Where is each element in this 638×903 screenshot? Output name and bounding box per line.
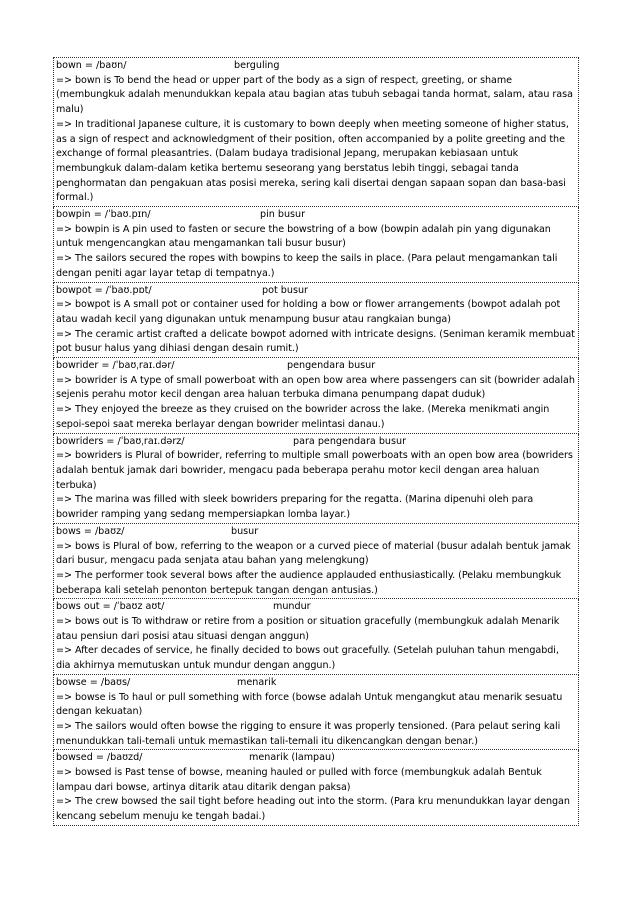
entry-header (56, 359, 576, 374)
entry-example: => The ceramic artist crafted a delicate bowpot adorned with intricate designs. (Seniman keramik membuat pot busur halus yang dihiasi dengan desain rumit.) (56, 328, 575, 355)
entry-bowpin (53, 207, 579, 283)
entry-word: bown = /baʊn/ (56, 60, 127, 71)
entry-translation: para pengendara busur (293, 435, 407, 447)
entry-word: bowriders = /ˈbaʊˌraɪ.dərz/ (56, 435, 185, 447)
entry-word: bowse = /baʊs/ (56, 676, 131, 688)
entry-definition: => bowse is To haul or pull something with force (bowse adalah Untuk mengangkut atau menarik sesuatu dengan kekuatan) (56, 691, 563, 718)
entry-bown (53, 58, 579, 207)
entry-example: => After decades of service, he finally decided to bows out gracefully. (Setelah puluhan tahun mengabdi, dia akhirnya memutuskan untuk mundur dengan anggun.) (56, 645, 559, 672)
entry-translation: menarik (237, 676, 277, 688)
entry-definition: => bowsed is Past tense of bowse, meaning hauled or pulled with force (membungkuk adalah Bentuk lampau dari bowse, artinya ditarik atau ditarik dengan paksa) (56, 767, 542, 793)
entry-bowse (53, 675, 579, 751)
entry-bowriders (53, 434, 579, 524)
entry-translation: pin busur (260, 209, 306, 221)
entry-translation: berguling (234, 60, 280, 71)
entry-definition: => bowpin is A pin used to fasten or secure the bowstring of a bow (bowpin adalah pin yang digunakan untuk mengencangkan atau mengamankan tali busur busur) (56, 223, 551, 250)
entry-word: bowpot = /ˈbaʊ.pɒt/ (56, 284, 152, 296)
entry-word: bows = /baʊz/ (56, 525, 125, 537)
entry-translation: menarik (lampau) (249, 752, 335, 764)
entry-header (56, 59, 576, 74)
entry-header (56, 284, 576, 299)
entry-example: => The sailors secured the ropes with bowpins to keep the sails in place. (Para pelaut mengamankan tali dengan peniti agar layar tetap di tempatnya.) (56, 253, 558, 279)
entry-word: bowrider = /ˈbaʊˌraɪ.dər/ (56, 360, 175, 372)
entry-word: bowpin = /ˈbaʊ.pɪn/ (56, 209, 151, 221)
entry-example: => They enjoyed the breeze as they cruised on the bowrider across the lake. (Mereka menikmati angin sepoi-sepoi saat mereka berlayar dengan bowrider melintasi danau.) (56, 404, 550, 430)
entry-word: bowsed = /baʊzd/ (56, 752, 143, 764)
entry-example: => The performer took several bows after the audience applauded enthusiastically. (Pelaku membungkuk beberapa kali setelah penonton bertepuk tangan dengan antusias.) (56, 569, 562, 596)
entry-example: => The sailors would often bowse the rigging to ensure it was properly tensioned. (Para pelaut sering kali menundukkan tali-temali untuk memastikan tali-temali itu dikencangkan dengan benar.) (56, 720, 561, 747)
entry-bows-out (53, 599, 579, 675)
entry-header (56, 208, 576, 223)
entry-example: => The crew bowsed the sail tight before heading out into the storm. (Para kru menundukkan layar dengan kencang sebelum menuju ke tengah badai.) (56, 796, 570, 823)
entry-bowsed (53, 750, 579, 826)
entry-translation: busur (231, 525, 259, 537)
entry-example: => The marina was filled with sleek bowriders preparing for the regatta. (Marina dipenuhi oleh para bowrider ramping yang sedang mempersiapkan lomba layar.) (56, 494, 534, 521)
entry-header (56, 676, 576, 691)
entry-definition: => bows is Plural of bow, referring to the weapon or a curved piece of material (busur adalah bentuk jamak dari busur, mengacu pada senjata atau bahan yang melengkung) (56, 540, 571, 567)
entry-bowpot (53, 283, 579, 359)
entry-definition: => bowrider is A type of small powerboat with an open bow area where passengers can sit (bowrider adalah sejenis perahu motor kecil dengan area haluan terbuka dimana penumpang dapat duduk) (56, 374, 575, 401)
entry-translation: pengendara busur (287, 360, 376, 372)
entry-translation: mundur (273, 601, 311, 613)
entry-header (56, 525, 576, 540)
entry-definition: => bowpot is A small pot or container used for holding a bow or flower arrangements (bowpot adalah pot atau wadah kecil yang digunakan untuk menampung busur atau rangkaian bunga) (56, 299, 561, 325)
dictionary-table (53, 57, 579, 826)
entry-definition: => bows out is To withdraw or retire from a position or situation gracefully (membungkuk adalah Menarik atau pensiun dari posisi atau situasi dengan anggun) (56, 616, 560, 642)
entry-bowrider (53, 358, 579, 434)
entry-header (56, 435, 576, 450)
entry-bows (53, 524, 579, 600)
entry-word: bows out = /ˈbaʊz aʊt/ (56, 601, 165, 613)
entry-definition: => bowriders is Plural of bowrider, referring to multiple small powerboats with an open bow area (bowriders adalah bentuk jamak dari bowrider, mengacu pada beberapa perahu motor kecil dengan area haluan terbuka) (56, 450, 573, 491)
entry-header (56, 751, 576, 766)
entry-translation: pot busur (262, 284, 308, 296)
entry-header (56, 600, 576, 615)
entry-definition: => bown is To bend the head or upper part of the body as a sign of respect, greeting, or shame (membungkuk adalah menundukkan kepala atau bagian atas tubuh sebagai tanda hormat, salam, atau rasa malu) (56, 74, 573, 116)
entry-example: => In traditional Japanese culture, it is customary to bown deeply when meeting someone of higher status, as a sign of respect and acknowledgment of their position, often accompanied by a polite greeting and the exchange of formal pleasantries. (Dalam budaya tradisional Jepang, merupakan kebiasaan untuk membungkuk dalam-dalam ketika bertemu seseorang yang berstatus lebih tinggi, sebagai tanda penghormatan dan pengakuan atas posisi mereka, sering kali disertai dengan sapaan sopan dan basa-basi formal.) (56, 118, 569, 204)
